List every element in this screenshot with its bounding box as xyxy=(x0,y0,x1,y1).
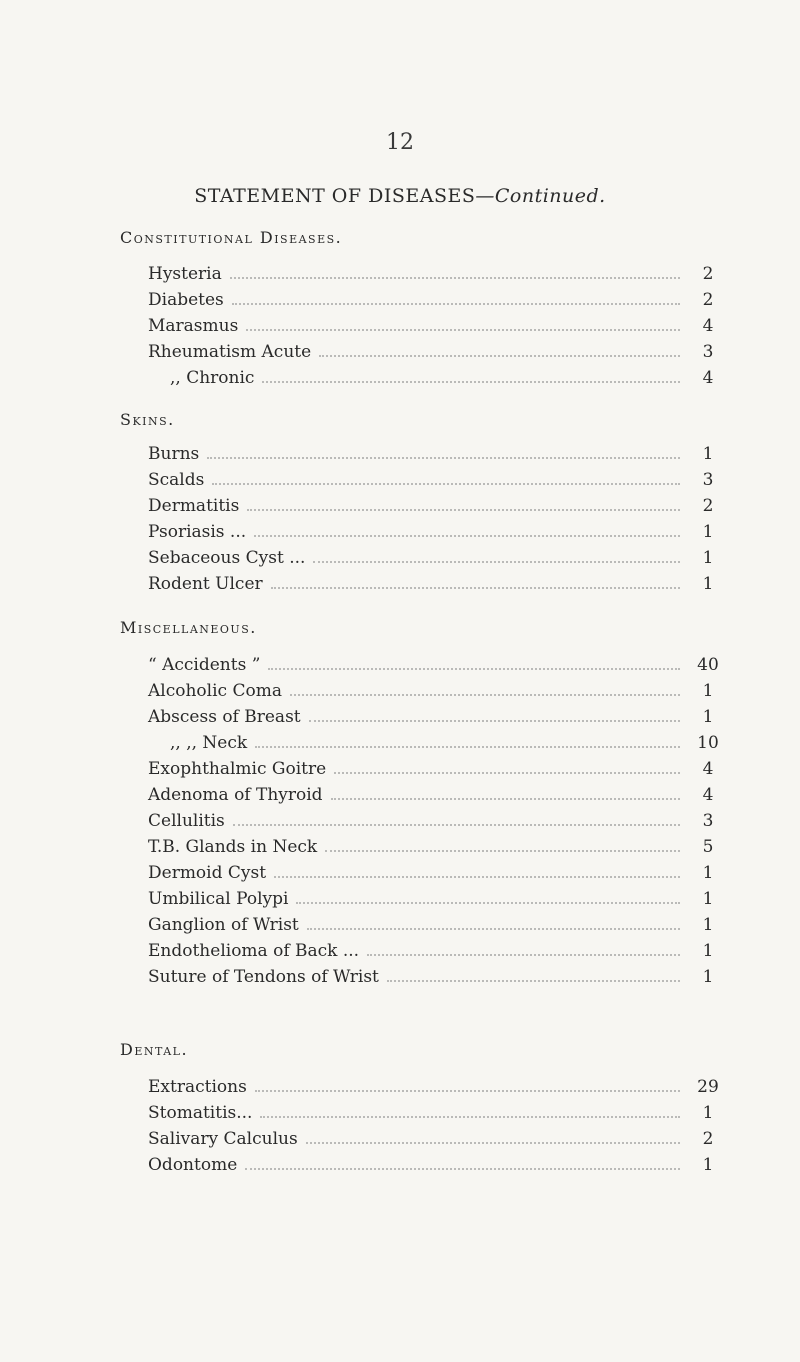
list-item xyxy=(148,444,728,470)
leader-dots xyxy=(325,838,680,852)
list-item xyxy=(148,316,728,342)
leader-dots xyxy=(271,575,680,589)
leader-dots xyxy=(232,291,680,305)
list-item xyxy=(148,655,728,681)
leader-dots xyxy=(255,1078,680,1092)
entry-name: Abscess of Breast xyxy=(148,707,301,727)
leader-dots xyxy=(319,343,680,357)
entry-name: Stomatitis... xyxy=(148,1103,253,1123)
entry-count: 4 xyxy=(702,785,714,805)
entry-name: Odontome xyxy=(148,1155,238,1175)
list-item xyxy=(148,811,728,837)
section-heading-constitutional: Constitutional Diseases. xyxy=(120,228,343,247)
leader-dots xyxy=(230,265,680,279)
entry-name: Suture of Tendons of Wrist xyxy=(148,967,379,987)
list-item xyxy=(148,785,728,811)
list-item xyxy=(148,290,728,316)
title-continued: —Continued. xyxy=(475,185,606,207)
leader-dots xyxy=(245,1156,680,1170)
entry-count: 3 xyxy=(702,342,714,362)
list-item xyxy=(148,759,728,785)
list-item xyxy=(148,342,728,368)
skins-list xyxy=(148,444,728,600)
section-heading-skins: Skins. xyxy=(120,410,175,429)
leader-dots xyxy=(307,916,680,930)
leader-dots xyxy=(367,942,680,956)
entry-count: 3 xyxy=(702,470,714,490)
list-item xyxy=(148,915,728,941)
section-heading-dental: Dental. xyxy=(120,1040,189,1059)
list-item xyxy=(148,496,728,522)
leader-dots xyxy=(387,968,680,982)
entry-count: 29 xyxy=(697,1077,719,1097)
entry-count: 1 xyxy=(702,915,714,935)
leader-dots xyxy=(268,656,680,670)
entry-name: Hysteria xyxy=(148,264,222,284)
entry-count: 40 xyxy=(697,655,719,675)
leader-dots xyxy=(290,682,680,696)
entry-name: Psoriasis ... xyxy=(148,522,247,542)
entry-name: Cellulitis xyxy=(148,811,225,831)
entry-count: 1 xyxy=(702,522,714,542)
page-title xyxy=(0,185,800,207)
entry-count: 1 xyxy=(702,1103,714,1123)
entry-name: Sebaceous Cyst ... xyxy=(148,548,306,568)
leader-dots xyxy=(247,497,680,511)
entry-count: 5 xyxy=(702,837,714,857)
entry-name: Endothelioma of Back ... xyxy=(148,941,360,961)
entry-name: Marasmus xyxy=(148,316,239,336)
list-item xyxy=(148,470,728,496)
list-item xyxy=(148,941,728,967)
entry-count: 1 xyxy=(702,574,714,594)
list-item xyxy=(148,548,728,574)
leader-dots xyxy=(246,317,680,331)
entry-count: 4 xyxy=(702,368,714,388)
list-item xyxy=(148,681,728,707)
entry-count: 4 xyxy=(702,759,714,779)
entry-count: 1 xyxy=(702,681,714,701)
entry-name: Ganglion of Wrist xyxy=(148,915,299,935)
entry-name: Rodent Ulcer xyxy=(148,574,263,594)
entry-name: T.B. Glands in Neck xyxy=(148,837,318,857)
title-main: STATEMENT OF DISEASES xyxy=(194,185,476,207)
entry-name: ,, Chronic xyxy=(170,368,255,388)
entry-name: Extractions xyxy=(148,1077,247,1097)
leader-dots xyxy=(260,1104,680,1118)
entry-name: Adenoma of Thyroid xyxy=(148,785,323,805)
list-item xyxy=(148,733,728,759)
entry-name: Diabetes xyxy=(148,290,224,310)
entry-count: 3 xyxy=(702,811,714,831)
list-item xyxy=(148,863,728,889)
miscellaneous-list xyxy=(148,655,728,993)
list-item xyxy=(148,574,728,600)
leader-dots xyxy=(309,708,680,722)
entry-count: 10 xyxy=(697,733,719,753)
entry-count: 2 xyxy=(702,496,714,516)
leader-dots xyxy=(207,445,680,459)
leader-dots xyxy=(313,549,680,563)
list-item xyxy=(148,522,728,548)
list-item xyxy=(148,264,728,290)
entry-name: Rheumatism Acute xyxy=(148,342,312,362)
constitutional-list xyxy=(148,264,728,394)
entry-name: Exophthalmic Goitre xyxy=(148,759,327,779)
page-number: 12 xyxy=(386,130,414,155)
entry-name: Salivary Calculus xyxy=(148,1129,298,1149)
dental-list xyxy=(148,1077,728,1181)
entry-name: ,, ,, Neck xyxy=(170,733,248,753)
list-item xyxy=(148,707,728,733)
leader-dots xyxy=(274,864,680,878)
leader-dots xyxy=(254,523,680,537)
list-item xyxy=(148,1077,728,1103)
entry-count: 1 xyxy=(702,707,714,727)
entry-name: Dermoid Cyst xyxy=(148,863,267,883)
leader-dots xyxy=(212,471,680,485)
leader-dots xyxy=(262,369,680,383)
entry-count: 2 xyxy=(702,264,714,284)
entry-count: 2 xyxy=(702,290,714,310)
section-heading-miscellaneous: Miscellaneous. xyxy=(120,618,257,637)
entry-count: 1 xyxy=(702,941,714,961)
entry-count: 1 xyxy=(702,967,714,987)
entry-count: 1 xyxy=(702,863,714,883)
list-item xyxy=(148,1155,728,1181)
leader-dots xyxy=(334,760,680,774)
leader-dots xyxy=(296,890,680,904)
entry-count: 4 xyxy=(702,316,714,336)
entry-count: 1 xyxy=(702,548,714,568)
entry-count: 1 xyxy=(702,444,714,464)
list-item xyxy=(148,837,728,863)
list-item xyxy=(148,1129,728,1155)
list-item xyxy=(148,368,728,394)
leader-dots xyxy=(255,734,680,748)
entry-name: Umbilical Polypi xyxy=(148,889,289,909)
entry-count: 2 xyxy=(702,1129,714,1149)
leader-dots xyxy=(306,1130,680,1144)
entry-count: 1 xyxy=(702,889,714,909)
list-item xyxy=(148,1103,728,1129)
leader-dots xyxy=(233,812,680,826)
entry-name: Burns xyxy=(148,444,200,464)
leader-dots xyxy=(331,786,680,800)
entry-name: Dermatitis xyxy=(148,496,240,516)
entry-name: Alcoholic Coma xyxy=(148,681,282,701)
entry-count: 1 xyxy=(702,1155,714,1175)
list-item xyxy=(148,889,728,915)
entry-name: “ Accidents ” xyxy=(148,655,261,675)
entry-name: Scalds xyxy=(148,470,205,490)
list-item xyxy=(148,967,728,993)
